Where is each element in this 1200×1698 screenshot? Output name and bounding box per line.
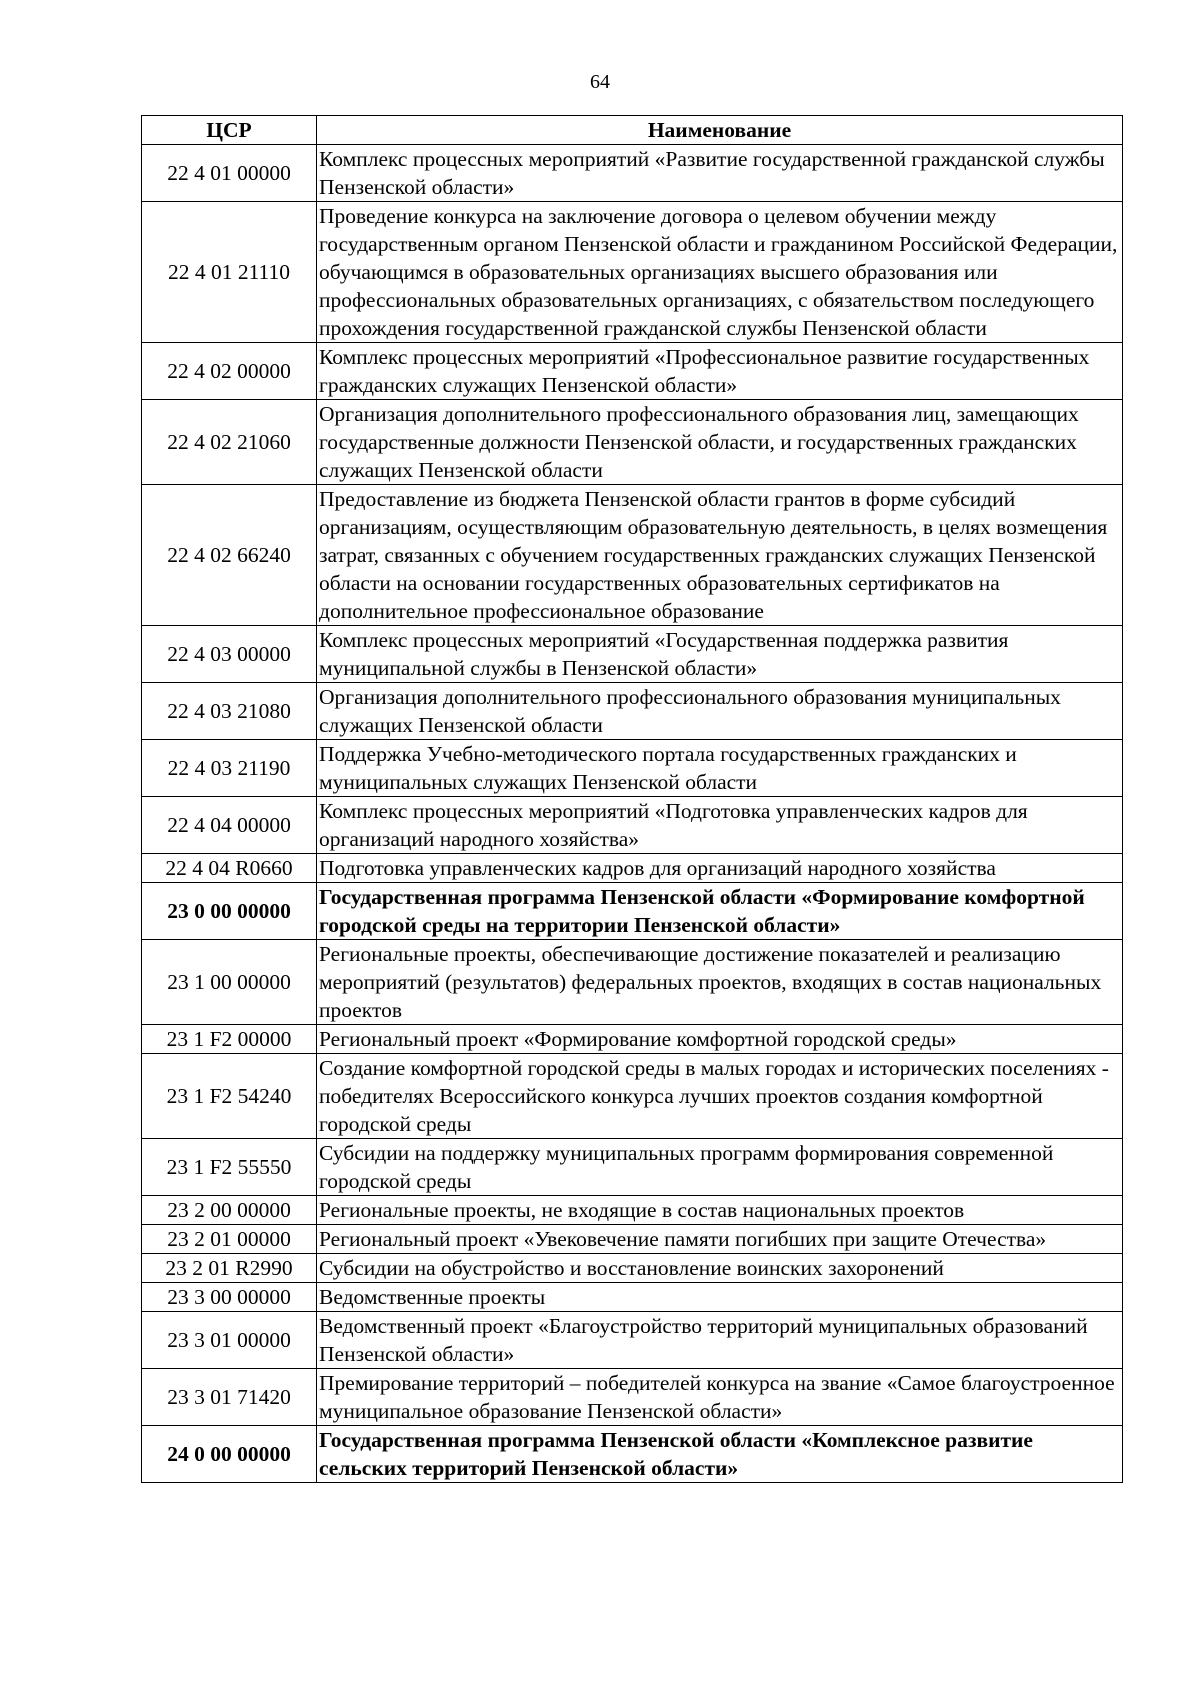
row-code: 22 4 02 21060 — [142, 400, 317, 485]
row-name: Региональный проект «Формирование комфортной городской среды» — [317, 1025, 1123, 1054]
row-name: Комплекс процессных мероприятий «Подготовка управленческих кадров для организаций народного хозяйства» — [317, 797, 1123, 854]
row-name: Организация дополнительного профессионального образования лиц, замещающих государственные должности Пензенской области, и государственных гражданских служащих Пензенской области — [317, 400, 1123, 485]
table-row — [142, 202, 1123, 343]
table-row — [142, 626, 1123, 683]
row-code: 23 2 01 R2990 — [142, 1254, 317, 1283]
table-row — [142, 145, 1123, 202]
table-row — [142, 797, 1123, 854]
row-code: 22 4 03 00000 — [142, 626, 317, 683]
page-number: 64 — [590, 71, 610, 93]
row-name: Ведомственный проект «Благоустройство территорий муниципальных образований Пензенской области» — [317, 1312, 1123, 1369]
table-row — [142, 683, 1123, 740]
row-name: Проведение конкурса на заключение договора о целевом обучении между государственным органом Пензенской области и гражданином Российской Федерации, обучающимся в образовательных организациях высшего образования или профессиональных образовательных организациях, с обязательством последующего прохождения государственной гражданской службы Пензенской области — [317, 202, 1123, 343]
table-row-program — [142, 1426, 1123, 1483]
row-name: Поддержка Учебно-методического портала государственных гражданских и муниципальных служащих Пензенской области — [317, 740, 1123, 797]
row-code: 23 2 01 00000 — [142, 1225, 317, 1254]
row-code: 23 1 F2 54240 — [142, 1054, 317, 1139]
table-body — [142, 145, 1123, 1483]
table-row — [142, 343, 1123, 400]
row-code: 23 3 01 71420 — [142, 1369, 317, 1426]
row-code: 23 3 01 00000 — [142, 1312, 317, 1369]
table-row — [142, 1312, 1123, 1369]
row-name: Создание комфортной городской среды в малых городах и исторических поселениях - победителях Всероссийского конкурса лучших проектов создания комфортной городской среды — [317, 1054, 1123, 1139]
row-name: Организация дополнительного профессионального образования муниципальных служащих Пензенской области — [317, 683, 1123, 740]
row-name: Региональный проект «Увековечение памяти погибших при защите Отечества» — [317, 1225, 1123, 1254]
row-code: 22 4 02 66240 — [142, 485, 317, 626]
table-row — [142, 1225, 1123, 1254]
table-row — [142, 1283, 1123, 1312]
row-name: Государственная программа Пензенской области «Комплексное развитие сельских территорий Пензенской области» — [317, 1426, 1123, 1483]
table-row — [142, 854, 1123, 883]
table-row — [142, 1025, 1123, 1054]
row-name: Региональные проекты, не входящие в состав национальных проектов — [317, 1196, 1123, 1225]
row-name: Премирование территорий – победителей конкурса на звание «Самое благоустроенное муниципальное образование Пензенской области» — [317, 1369, 1123, 1426]
row-name: Комплекс процессных мероприятий «Государственная поддержка развития муниципальной службы в Пензенской области» — [317, 626, 1123, 683]
column-header-name: Наименование — [317, 116, 1123, 145]
table-row — [142, 740, 1123, 797]
row-name: Государственная программа Пензенской области «Формирование комфортной городской среды на территории Пензенской области» — [317, 883, 1123, 940]
table-row — [142, 400, 1123, 485]
row-code: 22 4 03 21080 — [142, 683, 317, 740]
row-name: Субсидии на поддержку муниципальных программ формирования современной городской среды — [317, 1139, 1123, 1196]
table-header-row — [142, 116, 1123, 145]
table-row — [142, 940, 1123, 1025]
row-code: 23 1 F2 00000 — [142, 1025, 317, 1054]
row-code: 22 4 04 00000 — [142, 797, 317, 854]
row-code: 22 4 02 00000 — [142, 343, 317, 400]
row-code: 23 0 00 00000 — [142, 883, 317, 940]
table-row — [142, 1139, 1123, 1196]
table-row — [142, 485, 1123, 626]
row-code: 24 0 00 00000 — [142, 1426, 317, 1483]
table-row — [142, 1369, 1123, 1426]
table-row — [142, 1254, 1123, 1283]
row-code: 23 1 00 00000 — [142, 940, 317, 1025]
table-row — [142, 1054, 1123, 1139]
row-name: Предоставление из бюджета Пензенской области грантов в форме субсидий организациям, осуществляющим образовательную деятельность, в целях возмещения затрат, связанных с обучением государственных гражданских служащих Пензенской области на основании государственных образовательных сертификатов на дополнительное профессиональное образование — [317, 485, 1123, 626]
table-row — [142, 1196, 1123, 1225]
row-code: 23 1 F2 55550 — [142, 1139, 317, 1196]
csr-table — [141, 115, 1123, 1483]
row-name: Комплекс процессных мероприятий «Профессиональное развитие государственных гражданских служащих Пензенской области» — [317, 343, 1123, 400]
row-name: Субсидии на обустройство и восстановление воинских захоронений — [317, 1254, 1123, 1283]
row-code: 22 4 04 R0660 — [142, 854, 317, 883]
row-code: 22 4 03 21190 — [142, 740, 317, 797]
column-header-code: ЦСР — [142, 116, 317, 145]
row-code: 22 4 01 00000 — [142, 145, 317, 202]
row-name: Региональные проекты, обеспечивающие достижение показателей и реализацию мероприятий (результатов) федеральных проектов, входящих в состав национальных проектов — [317, 940, 1123, 1025]
row-name: Ведомственные проекты — [317, 1283, 1123, 1312]
row-name: Комплекс процессных мероприятий «Развитие государственной гражданской службы Пензенской области» — [317, 145, 1123, 202]
row-code: 22 4 01 21110 — [142, 202, 317, 343]
row-code: 23 3 00 00000 — [142, 1283, 317, 1312]
table-row-program — [142, 883, 1123, 940]
row-name: Подготовка управленческих кадров для организаций народного хозяйства — [317, 854, 1123, 883]
row-code: 23 2 00 00000 — [142, 1196, 317, 1225]
